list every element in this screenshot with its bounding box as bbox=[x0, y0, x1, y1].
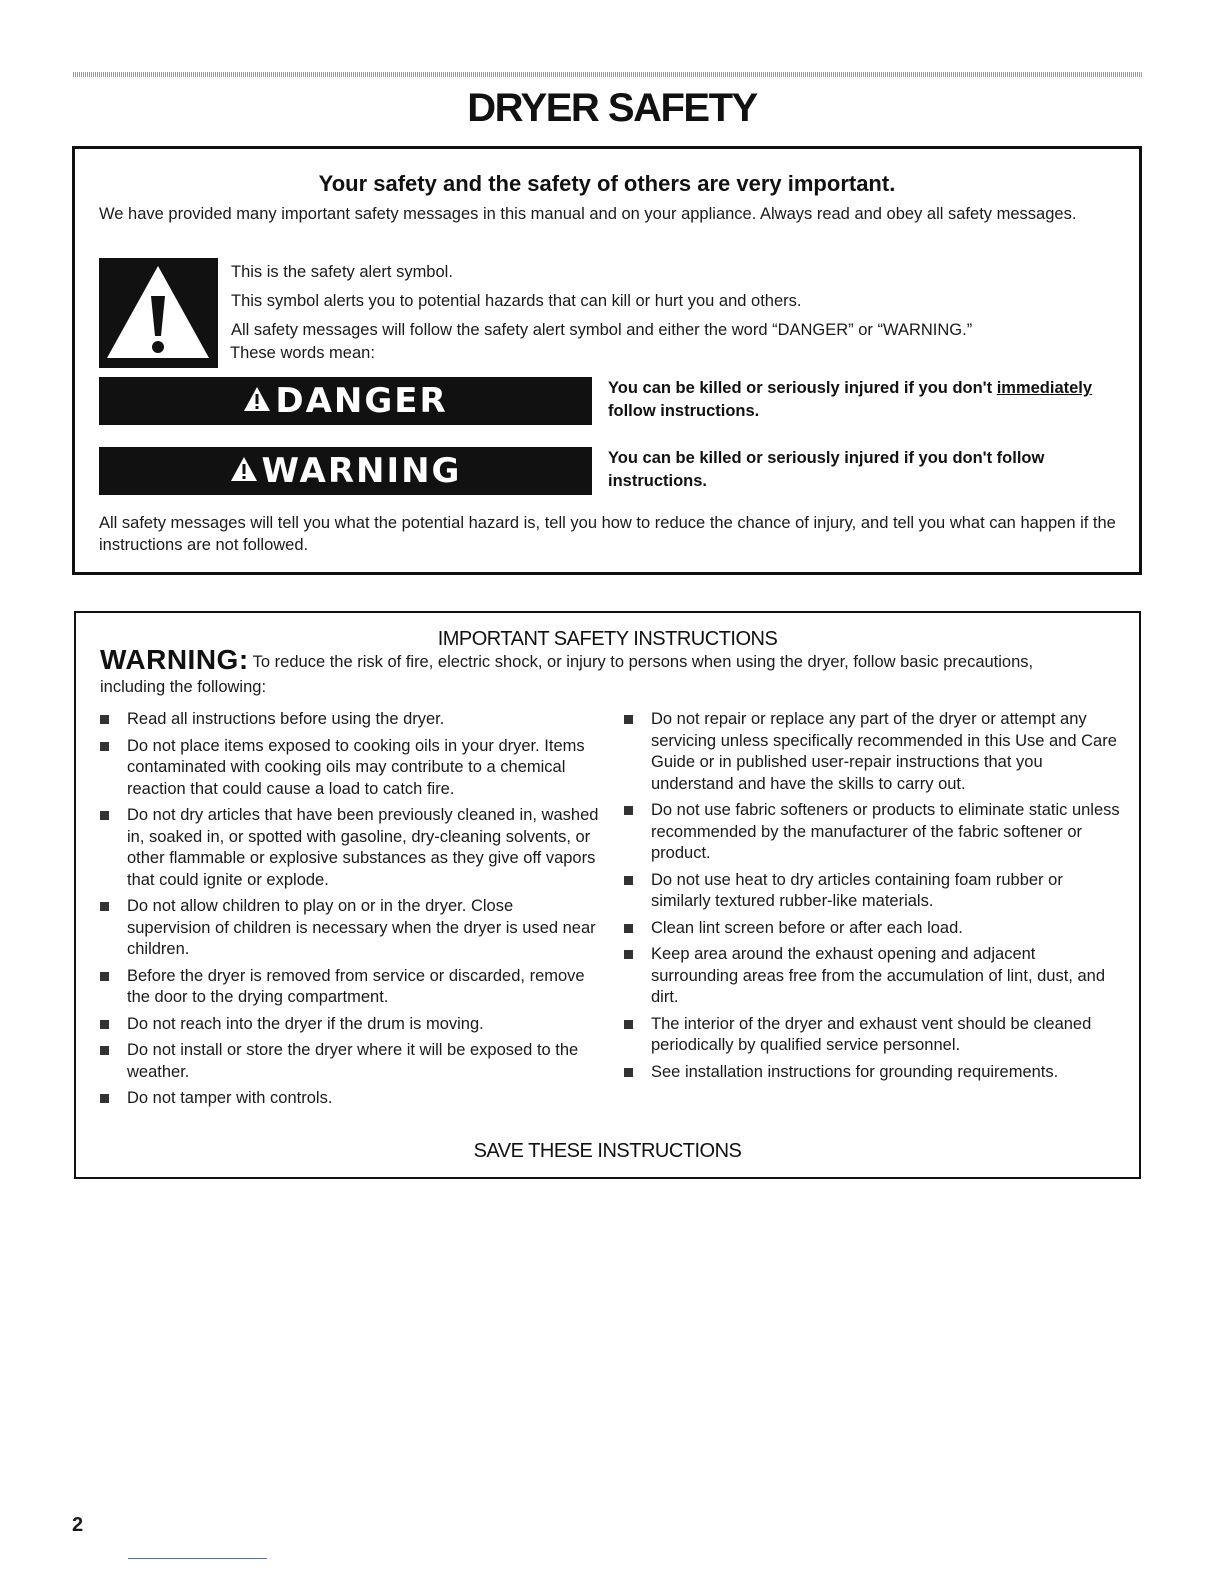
list-item bbox=[100, 966, 600, 1009]
alert-line: This is the safety alert symbol. bbox=[231, 263, 453, 281]
page-number: 2 bbox=[72, 1514, 84, 1536]
list-item bbox=[624, 944, 1124, 1009]
safety-intro: We have provided many important safety messages in this manual and on your appliance. Always read and obey all safety messages. bbox=[99, 205, 1077, 223]
square-bullet-icon bbox=[100, 972, 109, 981]
square-bullet-icon bbox=[624, 1068, 633, 1077]
safety-outro: All safety messages will tell you what the potential hazard is, tell you how to reduce the chance of injury, and tell you what can happen if the instructions are not followed. bbox=[99, 514, 1116, 554]
danger-label: DANGER bbox=[275, 381, 448, 421]
save-instructions-footer: SAVE THESE INSTRUCTIONS bbox=[473, 1140, 742, 1162]
square-bullet-icon bbox=[624, 1020, 633, 1029]
list-item-text: Do not place items exposed to cooking oils in your dryer. Items contaminated with cooking oils may contribute to a chemical reaction that could cause a load to catch fire. bbox=[127, 736, 585, 798]
alert-line: All safety messages will follow the safety alert symbol and either the word “DANGER” or “WARNING.” bbox=[231, 321, 973, 339]
list-item-text: Do not install or store the dryer where it will be exposed to the weather. bbox=[127, 1041, 579, 1081]
list-item-text: Do not dry articles that have been previously cleaned in, washed in, soaked in, or spotted with gasoline, dry-cleaning solvents, or other flammable or explosive substances as they give off vapors that could ignite or explode. bbox=[127, 806, 599, 889]
list-item bbox=[624, 870, 1124, 913]
list-item bbox=[624, 918, 1124, 940]
list-item bbox=[100, 1014, 600, 1036]
square-bullet-icon bbox=[100, 715, 109, 724]
instructions-list-left bbox=[100, 709, 600, 1115]
list-item-text: Do not repair or replace any part of the dryer or attempt any servicing unless specifically recommended in this Use and Care Guide or in published user-repair instructions that you understand and have the skills to carry out. bbox=[651, 710, 1117, 793]
danger-signal-banner bbox=[99, 377, 592, 425]
instructions-list-right bbox=[624, 709, 1124, 1088]
warning-word: WARNING: bbox=[100, 644, 249, 675]
list-item-text: Clean lint screen before or after each load. bbox=[651, 918, 963, 937]
list-item-text: Do not allow children to play on or in the dryer. Close supervision of children is necessary when the dryer is used near children. bbox=[127, 897, 596, 958]
square-bullet-icon bbox=[624, 950, 633, 959]
top-rule bbox=[73, 72, 1142, 77]
danger-text: You can be killed or seriously injured if you don't bbox=[608, 379, 997, 397]
alert-line: This symbol alerts you to potential hazards that can kill or hurt you and others. bbox=[231, 292, 802, 310]
warning-statement bbox=[100, 644, 1120, 675]
list-item bbox=[100, 1040, 600, 1083]
list-item-text: Before the dryer is removed from service or discarded, remove the door to the drying compartment. bbox=[127, 966, 585, 1006]
list-item bbox=[624, 709, 1124, 795]
footer-rule bbox=[128, 1558, 267, 1559]
list-item-text: See installation instructions for grounding requirements. bbox=[651, 1062, 1059, 1081]
list-item bbox=[624, 1062, 1124, 1084]
safety-importance-box bbox=[72, 146, 1142, 575]
square-bullet-icon bbox=[100, 902, 109, 911]
square-bullet-icon bbox=[100, 1046, 109, 1055]
warning-label: WARNING bbox=[261, 451, 462, 491]
square-bullet-icon bbox=[100, 1020, 109, 1029]
list-item bbox=[100, 736, 600, 801]
page-title: DRYER SAFETY bbox=[467, 86, 757, 130]
danger-text-end: follow instructions. bbox=[608, 402, 760, 420]
list-item-text: Do not use fabric softeners or products to eliminate static unless recommended by the manufacturer of the fabric softener or product. bbox=[651, 801, 1120, 862]
list-item-text: Do not reach into the dryer if the drum is moving. bbox=[127, 1014, 484, 1033]
list-item bbox=[100, 805, 600, 891]
list-item-text: Keep area around the exhaust opening and adjacent surrounding areas free from the accumulation of lint, dust, and dirt. bbox=[651, 945, 1105, 1006]
list-item bbox=[624, 1014, 1124, 1057]
alert-triangle-icon bbox=[243, 381, 271, 421]
list-item-text: Read all instructions before using the dryer. bbox=[127, 710, 445, 728]
list-item-text: The interior of the dryer and exhaust vent should be cleaned periodically by qualified service personnel. bbox=[651, 1014, 1092, 1054]
list-item-text: Do not tamper with controls. bbox=[127, 1089, 333, 1107]
alert-triangle-icon bbox=[230, 451, 258, 491]
instructions-heading: IMPORTANT SAFETY INSTRUCTIONS bbox=[437, 628, 778, 650]
list-item bbox=[100, 709, 600, 731]
danger-emphasis: immediately bbox=[996, 379, 1093, 397]
danger-description bbox=[608, 377, 1133, 423]
square-bullet-icon bbox=[100, 742, 109, 751]
list-item-text: Do not use heat to dry articles containing foam rubber or similarly textured rubber-like materials. bbox=[651, 870, 1063, 910]
list-item bbox=[624, 800, 1124, 865]
square-bullet-icon bbox=[624, 806, 633, 815]
list-item bbox=[100, 896, 600, 961]
warning-signal-banner bbox=[99, 447, 592, 495]
important-safety-instructions-box bbox=[74, 611, 1141, 1179]
safety-heading: Your safety and the safety of others are very important. bbox=[318, 171, 896, 196]
square-bullet-icon bbox=[100, 1094, 109, 1103]
alert-line: These words mean: bbox=[230, 344, 375, 362]
square-bullet-icon bbox=[624, 715, 633, 724]
square-bullet-icon bbox=[624, 876, 633, 885]
warning-statement-text: To reduce the risk of fire, electric shock, or injury to persons when using the dryer, follow basic precautions, bbox=[252, 653, 1034, 671]
warning-description: You can be killed or seriously injured if you don't follow instructions. bbox=[608, 449, 1045, 490]
safety-alert-symbol-icon bbox=[99, 258, 218, 368]
list-item bbox=[100, 1088, 600, 1110]
square-bullet-icon bbox=[100, 811, 109, 820]
square-bullet-icon bbox=[624, 924, 633, 933]
warning-statement-continued: including the following: bbox=[100, 678, 267, 696]
